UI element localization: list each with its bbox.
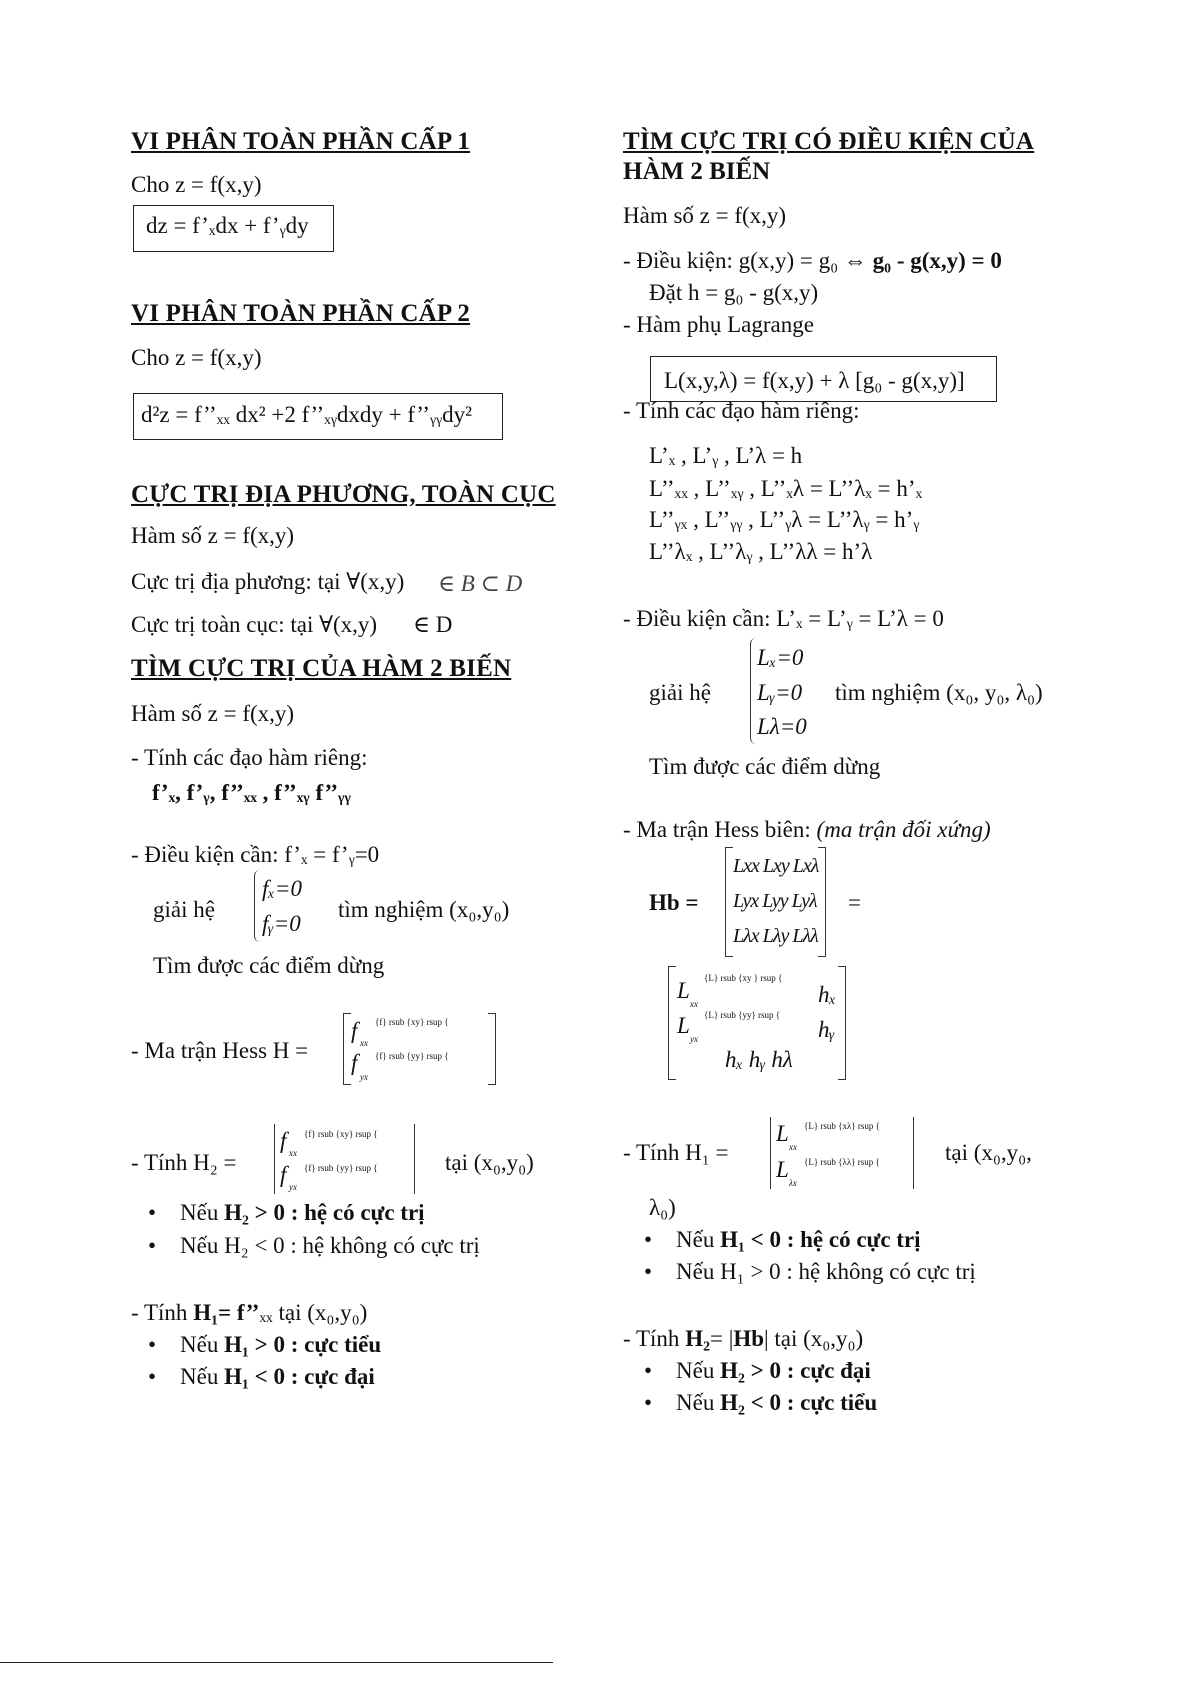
right-bullet-1: • — [644, 1227, 653, 1252]
heading-local-global-extrema: CỰC TRỊ ĐỊA PHƯƠNG, TOÀN CỤC — [131, 481, 556, 508]
function-def-right: Hàm số z = f(x,y) — [623, 203, 787, 228]
h1-r2-extra: {L} rsub {λλ} rsup { — [804, 1157, 880, 1167]
hessian-r1-extra: {f} rsub {xy} rsup { — [375, 1017, 449, 1027]
global-extremum-set: ∈ D — [413, 612, 453, 637]
h1-r1-extra: {L} rsub {xλ} rsup { — [804, 1121, 880, 1131]
hessian-r1-sub: xx — [360, 1038, 368, 1048]
h1-det-right-bar — [913, 1117, 914, 1189]
hb-row-1: Lxx Lxy Lxλ — [733, 855, 819, 877]
lagrange-label: - Hàm phụ Lagrange — [623, 312, 814, 337]
hb-equals: = — [848, 890, 861, 915]
h2-det-left-bar — [274, 1124, 275, 1194]
h2-r2-extra: {f} rsub {yy} rsup { — [304, 1163, 378, 1173]
system-eq-1: fₓ=0 — [262, 876, 302, 901]
hb-row-3: Lλx Lλy Lλλ — [733, 925, 818, 947]
partials-line-1: L’ₓ , L’ᵧ , L’λ = h — [649, 443, 803, 468]
h2-r1-f: f — [280, 1128, 287, 1153]
function-def-2: Hàm số z = f(x,y) — [131, 701, 295, 726]
h2-r1-extra: {f} rsub {xy} rsup { — [304, 1129, 378, 1139]
hb-row-2: Lyx Lyy Lyλ — [733, 890, 817, 912]
right-bullet-2: • — [644, 1259, 653, 1284]
m2-left-bracket — [668, 966, 676, 1080]
step-partials-right: - Tính các đạo hàm riêng: — [623, 398, 860, 423]
hb-left-bracket — [725, 847, 733, 957]
h1-r2-sub: λx — [789, 1178, 797, 1188]
global-extremum-text: Cực trị toàn cục: tại ∀(x,y) — [131, 612, 378, 637]
right-bullet-3: • — [644, 1358, 653, 1383]
footnote-rule — [0, 1662, 553, 1663]
necessary-condition-right: - Điều kiện cần: L’ₓ = L’ᵧ = L’λ = 0 — [623, 606, 944, 631]
right-system-eq-1: Lₓ=0 — [757, 645, 804, 670]
bullet-3: • — [148, 1332, 157, 1357]
hb-right-bracket — [818, 847, 826, 957]
bullet-1-text: Nếu H₂ > 0 : hệ có cực trị — [180, 1200, 425, 1225]
at-point-text: tại (x₀,y₀) — [445, 1150, 534, 1175]
right-bullet-3-text: Nếu H₂ > 0 : cực đại — [676, 1358, 871, 1383]
h1-r1-sub: xx — [789, 1142, 797, 1152]
m2-r2-L: L — [677, 1013, 690, 1038]
bullet-1: • — [148, 1200, 157, 1225]
at-point-right: tại (x₀,y₀, — [945, 1140, 1032, 1165]
right-bullet-1-text: Nếu H₁ < 0 : hệ có cực trị — [676, 1227, 921, 1252]
m2-r3: hₓ hᵧ hλ — [725, 1047, 793, 1072]
partials-line-4: L’’λₓ , L’’λᵧ , L’’λλ = h’λ — [649, 539, 873, 564]
stationary-points-right: Tìm được các điểm dừng — [649, 754, 881, 779]
m2-r2-extra: {L} rsub {yy} rsup { — [704, 1010, 781, 1020]
set-h-text: Đặt h = g₀ - g(x,y) — [649, 280, 819, 305]
solve-system-label: giải hệ — [153, 897, 215, 922]
heading-total-differential-2: VI PHÂN TOÀN PHẦN CẤP 2 — [131, 300, 471, 327]
h1-r1-L: L — [776, 1121, 789, 1146]
h1-r2-L: L — [776, 1157, 789, 1182]
heading-constrained-extrema-line2: HÀM 2 BIẾN — [623, 158, 771, 185]
bullet-4: • — [148, 1364, 157, 1389]
bullet-4-text: Nếu H₁ < 0 : cực đại — [180, 1364, 375, 1389]
partials-line-3: L’’ᵧₓ , L’’ᵧᵧ , L’’ᵧλ = L’’λᵧ = h’ᵧ — [649, 507, 920, 532]
hessian-r1-f: f — [351, 1018, 358, 1043]
hessian-r2-extra: {f} rsub {yy} rsup { — [375, 1051, 449, 1061]
compute-h1-right: - Tính H₁ = — [623, 1140, 729, 1165]
h2-det-right-bar — [414, 1124, 415, 1194]
m2-right-bracket — [838, 966, 846, 1080]
right-system-eq-3: Lλ=0 — [757, 714, 807, 739]
bullet-3-text: Nếu H₁ > 0 : cực tiểu — [180, 1332, 382, 1357]
m2-r1-L: L — [677, 978, 690, 1003]
stationary-points-text: Tìm được các điểm dừng — [153, 953, 385, 978]
m2-r2-sub: yx — [690, 1034, 698, 1044]
lambda0-text: λ₀) — [649, 1195, 676, 1220]
heading-total-differential-1: VI PHÂN TOÀN PHẦN CẤP 1 — [131, 128, 471, 155]
partials-line-2: L’’ₓₓ , L’’ₓᵧ , L’’ₓλ = L’’λₓ = h’ₓ — [649, 476, 923, 501]
given-function: Cho z = f(x,y) — [131, 172, 262, 197]
system-eq-2: fᵧ=0 — [262, 911, 301, 936]
local-extremum-set: ∈ B ⊂ D — [438, 571, 523, 596]
h2-r2-sub: yx — [289, 1182, 297, 1192]
m2-r2-end: hᵧ — [818, 1017, 835, 1042]
right-bullet-4-text: Nếu H₂ < 0 : cực tiểu — [676, 1390, 878, 1415]
heading-constrained-extrema-line1: TÌM CỰC TRỊ CÓ ĐIỀU KIỆN CỦA — [623, 128, 1035, 155]
find-root-text: tìm nghiệm (x₀,y₀) — [338, 897, 510, 922]
hessian-r2-sub: yx — [360, 1072, 368, 1082]
h1-det-left-bar — [770, 1117, 771, 1189]
bullet-2-text: Nếu H₂ < 0 : hệ không có cực trị — [180, 1233, 480, 1258]
lagrange-formula: L(x,y,λ) = f(x,y) + λ [g₀ - g(x,y)] — [664, 368, 965, 393]
solve-system-label-right: giải hệ — [649, 680, 711, 705]
compute-h2-right: - Tính H₂= |Hb| tại (x₀,y₀) — [623, 1326, 864, 1351]
hessian-right-bracket — [488, 1013, 496, 1085]
bordered-hessian-label: - Ma trận Hess biên: (ma trận đối xứng) — [623, 817, 991, 842]
step-partial-derivatives: - Tính các đạo hàm riêng: — [131, 745, 368, 770]
constraint-condition: - Điều kiện: g(x,y) = g₀ ⇔ g₀ - g(x,y) = 0 — [623, 248, 1002, 273]
hb-label: Hb = — [649, 890, 699, 915]
m2-r1-extra: {L} rsub {xy } rsup { — [704, 973, 783, 983]
local-extremum-text: Cực trị địa phương: tại ∀(x,y) — [131, 569, 405, 594]
step-necessary-condition: - Điều kiện cần: f’ₓ = f’ᵧ=0 — [131, 842, 380, 867]
right-bullet-2-text: Nếu H₁ > 0 : hệ không có cực trị — [676, 1259, 976, 1284]
formula-dz: dz = f’ₓdx + f’ᵧdy — [146, 213, 309, 238]
bullet-2: • — [148, 1233, 157, 1258]
partial-derivatives-list: f’ₓ, f’ᵧ, f’’ₓₓ , f’’ₓᵧ f’’ᵧᵧ — [152, 780, 351, 805]
hessian-label: - Ma trận Hess H = — [131, 1038, 309, 1063]
heading-find-extrema-2var: TÌM CỰC TRỊ CỦA HÀM 2 BIẾN — [131, 655, 512, 682]
hessian-left-bracket — [343, 1013, 351, 1085]
compute-h2-label: - Tính H₂ = — [131, 1150, 237, 1175]
find-root-right: tìm nghiệm (x₀, y₀, λ₀) — [835, 680, 1043, 705]
function-def: Hàm số z = f(x,y) — [131, 523, 295, 548]
formula-d2z: d²z = f’’ₓₓ dx² +2 f’’ₓᵧdxdy + f’’ᵧᵧdy² — [141, 402, 472, 427]
hessian-r2-f: f — [351, 1050, 358, 1075]
right-bullet-4: • — [644, 1390, 653, 1415]
h2-r1-sub: xx — [289, 1148, 297, 1158]
given-function-2: Cho z = f(x,y) — [131, 345, 262, 370]
m2-r1-end: hₓ — [818, 982, 837, 1007]
m2-r1-sub: xx — [690, 999, 698, 1009]
right-system-eq-2: Lᵧ=0 — [757, 680, 803, 705]
h2-r2-f: f — [280, 1162, 287, 1187]
compute-h1-text: - Tính H₁= f’’ₓₓ tại (x₀,y₀) — [131, 1300, 368, 1325]
